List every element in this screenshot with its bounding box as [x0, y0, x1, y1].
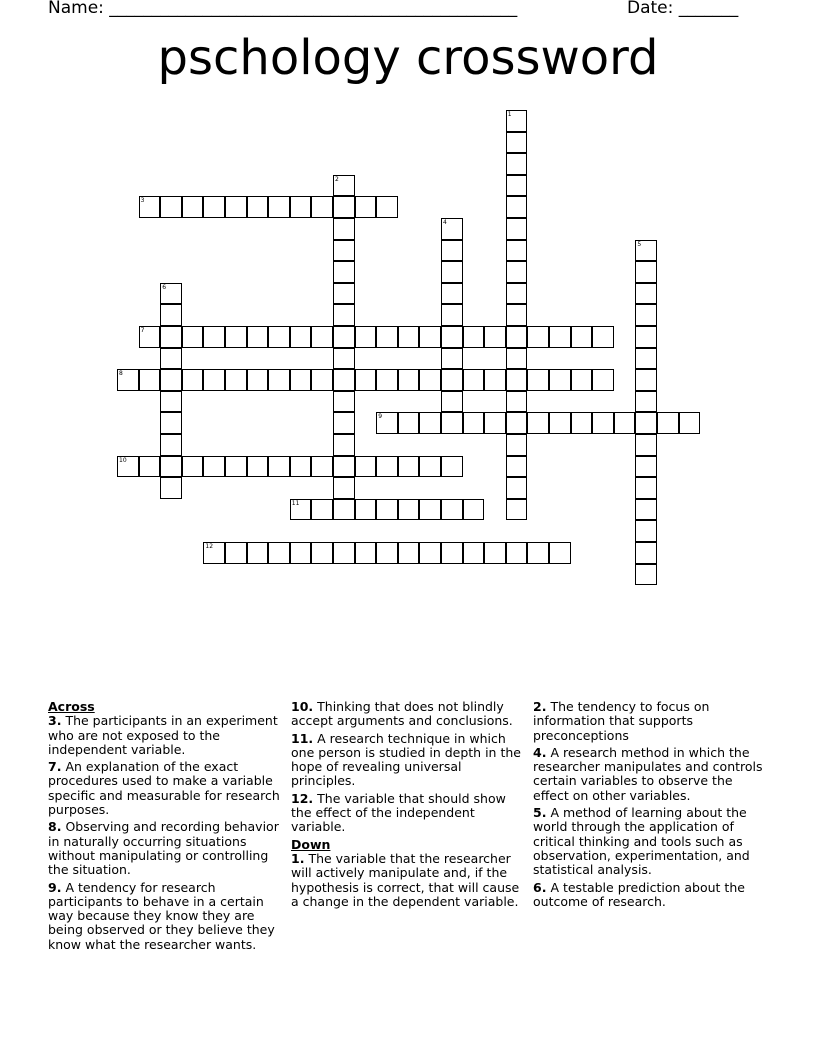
grid-cell[interactable]: [679, 412, 701, 434]
clue-down-2: 2. The tendency to focus on information that supports preconceptions: [533, 699, 710, 743]
grid-cell[interactable]: [333, 456, 355, 478]
grid-cell[interactable]: [333, 434, 355, 456]
grid-cell[interactable]: [160, 196, 182, 218]
grid-cell[interactable]: [290, 456, 312, 478]
grid-cell[interactable]: [225, 369, 247, 391]
grid-cell[interactable]: [441, 240, 463, 262]
grid-cell[interactable]: [635, 477, 657, 499]
grid-cell[interactable]: [635, 520, 657, 542]
grid-cell[interactable]: [527, 326, 549, 348]
clue-across-7: 7. An explanation of the exact procedures used to make a variable specific and measurable for research purposes.: [48, 759, 280, 818]
grid-cell[interactable]: [635, 434, 657, 456]
grid-cell[interactable]: [290, 326, 312, 348]
grid-cell[interactable]: [333, 283, 355, 305]
grid-cell[interactable]: [441, 348, 463, 370]
grid-cell[interactable]: [225, 326, 247, 348]
grid-cell[interactable]: [333, 218, 355, 240]
cell-number: 8: [119, 370, 123, 378]
grid-cell[interactable]: [182, 456, 204, 478]
grid-cell[interactable]: [549, 412, 571, 434]
grid-cell[interactable]: [635, 499, 657, 521]
grid-cell[interactable]: [182, 196, 204, 218]
down-heading: Down: [291, 836, 331, 852]
cell-number: 9: [378, 413, 383, 421]
grid-cell[interactable]: [333, 499, 355, 521]
grid-cell[interactable]: [333, 240, 355, 262]
grid-cell[interactable]: [355, 542, 377, 564]
grid-cell[interactable]: [398, 412, 420, 434]
grid-cell[interactable]: [398, 326, 420, 348]
grid-cell[interactable]: [182, 326, 204, 348]
grid-cell[interactable]: [333, 391, 355, 413]
grid-cell[interactable]: [333, 369, 355, 391]
grid-cell[interactable]: [441, 369, 463, 391]
grid-cell[interactable]: [419, 369, 441, 391]
grid-cell[interactable]: [225, 542, 247, 564]
grid-cell[interactable]: [614, 412, 636, 434]
grid-cell[interactable]: [160, 304, 182, 326]
grid-cell[interactable]: [268, 196, 290, 218]
grid-cell[interactable]: [290, 196, 312, 218]
grid-cell[interactable]: [225, 456, 247, 478]
cell-number: 4: [443, 219, 447, 226]
grid-cell[interactable]: [635, 283, 657, 305]
grid-cell[interactable]: [635, 412, 657, 434]
grid-cell[interactable]: [441, 391, 463, 413]
grid-cell[interactable]: [441, 456, 463, 478]
grid-cell[interactable]: [419, 456, 441, 478]
grid-cell[interactable]: [506, 132, 528, 154]
grid-cell[interactable]: [333, 261, 355, 283]
grid-cell[interactable]: [506, 304, 528, 326]
grid-cell[interactable]: [160, 369, 182, 391]
grid-cell[interactable]: [203, 326, 225, 348]
grid-cell[interactable]: [311, 542, 333, 564]
grid-cell[interactable]: [333, 196, 355, 218]
clue-down-1: 1. The variable that the researcher will actively manipulate and, if the hypothesis is correct, that will cause a change in the dependent variable.: [291, 850, 520, 909]
grid-cell[interactable]: [333, 348, 355, 370]
clue-down-6: 6. A testable prediction about the outcome of research.: [533, 879, 745, 909]
cell-number: 11: [291, 499, 300, 507]
grid-cell[interactable]: [441, 326, 463, 348]
grid-cell[interactable]: [571, 369, 593, 391]
grid-cell[interactable]: [506, 391, 528, 413]
cell-number: 5: [637, 240, 642, 248]
grid-cell[interactable]: [441, 304, 463, 326]
grid-cell[interactable]: [506, 175, 528, 197]
grid-cell[interactable]: [160, 348, 182, 370]
grid-cell[interactable]: [441, 283, 463, 305]
grid-cell[interactable]: [247, 369, 269, 391]
grid-cell[interactable]: [506, 499, 528, 521]
clue-across-3: 3. The participants in an experiment who are not exposed to the independent variable.: [48, 713, 278, 757]
grid-cell[interactable]: [376, 196, 398, 218]
grid-cell[interactable]: [571, 326, 593, 348]
grid-cell[interactable]: [247, 326, 269, 348]
grid-cell[interactable]: [484, 412, 506, 434]
grid-cell[interactable]: [635, 304, 657, 326]
grid-cell[interactable]: [376, 542, 398, 564]
grid-cell[interactable]: [203, 456, 225, 478]
grid-cell[interactable]: [268, 542, 290, 564]
cell-number: 7: [140, 327, 145, 334]
grid-cell[interactable]: [203, 196, 225, 218]
grid-cell[interactable]: [398, 456, 420, 478]
grid-cell[interactable]: [506, 348, 528, 370]
clue-across-12: 12. The variable that should show the effect of the independent variable.: [291, 790, 506, 835]
grid-cell[interactable]: [419, 326, 441, 348]
grid-cell[interactable]: [506, 477, 528, 499]
date-label: Date:: [627, 0, 679, 18]
grid-cell[interactable]: [311, 456, 333, 478]
grid-cell[interactable]: [160, 434, 182, 456]
grid-cell[interactable]: [398, 499, 420, 521]
grid-cell[interactable]: [441, 412, 463, 434]
grid-cell[interactable]: [527, 369, 549, 391]
grid-cell[interactable]: [484, 326, 506, 348]
cell-number: 1: [507, 111, 512, 118]
grid-cell[interactable]: [484, 542, 506, 564]
grid-cell[interactable]: [635, 542, 657, 564]
grid-cell[interactable]: [355, 326, 377, 348]
grid-cell[interactable]: [268, 456, 290, 478]
clue-across-10: 10. Thinking that does not blindly accept arguments and conclusions.: [291, 699, 513, 729]
clues-column-1: [48, 700, 280, 955]
grid-cell[interactable]: [527, 542, 549, 564]
grid-cell[interactable]: [657, 412, 679, 434]
grid-cell[interactable]: [247, 456, 269, 478]
grid-cell[interactable]: [311, 326, 333, 348]
grid-cell[interactable]: [463, 412, 485, 434]
grid-cell[interactable]: [506, 412, 528, 434]
grid-cell[interactable]: [463, 542, 485, 564]
grid-cell[interactable]: [549, 369, 571, 391]
grid-cell[interactable]: [398, 369, 420, 391]
clues-column-2: [291, 700, 523, 912]
grid-cell[interactable]: [506, 326, 528, 348]
grid-cell[interactable]: [355, 456, 377, 478]
name-label: Name:: [48, 0, 110, 18]
grid-cell[interactable]: [182, 369, 204, 391]
clue-across-9: 9. A tendency for research participants to behave in a certain way because they know they are being observed or they believe they know what the researcher wants.: [48, 879, 275, 952]
grid-cell[interactable]: [333, 542, 355, 564]
clue-across-11: 11. A research technique in which one person is studied in depth in the hope of revealing universal principles.: [291, 730, 521, 789]
grid-cell[interactable]: [311, 499, 333, 521]
grid-cell[interactable]: [290, 542, 312, 564]
grid-cell[interactable]: [463, 369, 485, 391]
grid-cell[interactable]: [635, 564, 657, 586]
grid-cell[interactable]: [376, 456, 398, 478]
grid-cell[interactable]: [506, 196, 528, 218]
grid-cell[interactable]: [506, 283, 528, 305]
grid-cell[interactable]: [484, 369, 506, 391]
cell-number: 10: [119, 456, 127, 464]
grid-cell[interactable]: [203, 369, 225, 391]
grid-cell[interactable]: [506, 240, 528, 262]
grid-cell[interactable]: [225, 196, 247, 218]
grid-cell[interactable]: [506, 434, 528, 456]
grid-cell[interactable]: [549, 326, 571, 348]
grid-cell[interactable]: [333, 412, 355, 434]
grid-cell[interactable]: [139, 369, 161, 391]
grid-cell[interactable]: [419, 412, 441, 434]
grid-cell[interactable]: [635, 348, 657, 370]
cell-number: 3: [140, 197, 145, 205]
grid-cell[interactable]: [160, 412, 182, 434]
grid-cell[interactable]: [635, 326, 657, 348]
grid-cell[interactable]: [506, 542, 528, 564]
grid-cell[interactable]: [419, 499, 441, 521]
grid-cell[interactable]: [592, 326, 614, 348]
cell-number: 6: [162, 283, 167, 291]
clues-column-3: [533, 700, 765, 912]
grid-cell[interactable]: [139, 456, 161, 478]
grid-cell[interactable]: [398, 542, 420, 564]
grid-cell[interactable]: [592, 369, 614, 391]
grid-cell[interactable]: [527, 412, 549, 434]
grid-cell[interactable]: [247, 542, 269, 564]
grid-cell[interactable]: [160, 456, 182, 478]
grid-cell[interactable]: [441, 261, 463, 283]
grid-cell[interactable]: [506, 218, 528, 240]
grid-cell[interactable]: [419, 542, 441, 564]
grid-cell[interactable]: [311, 196, 333, 218]
grid-cell[interactable]: [506, 153, 528, 175]
grid-cell[interactable]: [463, 499, 485, 521]
grid-cell[interactable]: [268, 326, 290, 348]
grid-cell[interactable]: [549, 542, 571, 564]
page-title: pschology crossword: [157, 30, 659, 86]
across-heading: Across: [48, 699, 95, 714]
grid-cell[interactable]: [635, 261, 657, 283]
grid-cell[interactable]: [592, 412, 614, 434]
clue-down-5: 5. A method of learning about the world through the application of critical thinking and tools such as observation, experimentation, and statistical analysis.: [533, 805, 750, 878]
grid-cell[interactable]: [506, 261, 528, 283]
clue-down-4: 4. A research method in which the researcher manipulates and controls certain variables to observe the effect on other variables.: [533, 744, 763, 803]
grid-cell[interactable]: [635, 369, 657, 391]
grid-cell[interactable]: [333, 477, 355, 499]
grid-cell[interactable]: [571, 412, 593, 434]
grid-cell[interactable]: [635, 391, 657, 413]
grid-cell[interactable]: [635, 456, 657, 478]
grid-cell[interactable]: [441, 499, 463, 521]
grid-cell[interactable]: [268, 369, 290, 391]
name-line[interactable]: ________________________________________________: [109, 0, 518, 18]
grid-cell[interactable]: [355, 369, 377, 391]
grid-cell[interactable]: [160, 391, 182, 413]
grid-cell[interactable]: [247, 196, 269, 218]
date-line[interactable]: _______: [678, 0, 739, 18]
grid-cell[interactable]: [355, 499, 377, 521]
grid-cell[interactable]: [290, 369, 312, 391]
grid-cell[interactable]: [441, 542, 463, 564]
cell-number: 12: [205, 543, 214, 550]
grid-cell[interactable]: [376, 499, 398, 521]
grid-cell[interactable]: [376, 326, 398, 348]
grid-cell[interactable]: [333, 326, 355, 348]
grid-cell[interactable]: [160, 326, 182, 348]
grid-cell[interactable]: [463, 326, 485, 348]
grid-cell[interactable]: [160, 477, 182, 499]
grid-cell[interactable]: [311, 369, 333, 391]
grid-cell[interactable]: [376, 369, 398, 391]
clue-across-8: 8. Observing and recording behavior in naturally occurring situations without manipulating or controlling the situation.: [48, 819, 279, 878]
grid-cell[interactable]: [506, 456, 528, 478]
grid-cell[interactable]: [506, 369, 528, 391]
cell-number: 2: [335, 175, 339, 183]
grid-cell[interactable]: [333, 304, 355, 326]
grid-cell[interactable]: [355, 196, 377, 218]
